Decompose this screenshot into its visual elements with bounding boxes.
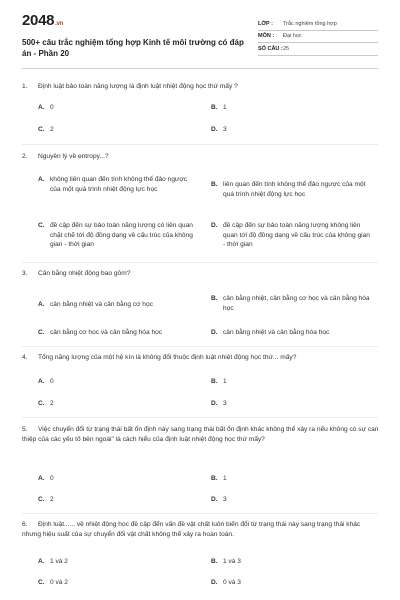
option-b[interactable]: B. 1 (211, 104, 227, 111)
option-d[interactable]: D. 3 (211, 496, 227, 503)
option-a[interactable]: A. không liên quan đến tính không thể đảo ngược của một quá trình nhiệt động lực học (38, 176, 188, 193)
logo-suffix: .vn (55, 21, 63, 27)
question-body: Việc chuyển đổi từ trạng thái bất ổn định này sang trạng thái bất ổn định khác không thể xảy ra nếu không có sự can thiệp của các yếu tố bên ngoài" là cách hiểu của định luật nhiệt động học thứ mấy? (22, 426, 379, 443)
option-b[interactable]: B. 1 và 3 (211, 558, 241, 565)
option-d[interactable]: D. cân bằng nhiệt và cân bằng hóa học (211, 329, 330, 336)
meta-row-subject (258, 31, 378, 44)
option-d[interactable]: D. 3 (211, 126, 227, 133)
meta-label: MÔN : (258, 33, 275, 39)
question-divider (22, 346, 378, 347)
option-c[interactable]: C. 2 (38, 126, 54, 133)
meta-row-class (258, 18, 378, 31)
question-body: Cân bằng nhiệt động bao gồm? (38, 270, 131, 277)
option-a[interactable]: A. 0 (38, 475, 54, 482)
meta-label: LỚP : (258, 20, 273, 27)
meta-table (258, 18, 378, 59)
question-number: 6. (22, 521, 28, 528)
option-c[interactable]: C. 0 và 2 (38, 579, 68, 586)
option-b[interactable]: B. 1 (211, 475, 227, 482)
option-c[interactable]: C. đề cập đến sự bảo toàn năng lượng có liên quan chặt chẽ tới độ đồng dạng về cấu trúc của không gian - thời gian (38, 222, 193, 248)
question-body: Định luật bảo toàn năng lượng là định luật nhiệt động học thứ mấy ? (38, 83, 238, 90)
option-a[interactable]: A. cân bằng nhiệt và cân bằng cơ học (38, 301, 153, 308)
question-number: 1. (22, 83, 28, 90)
question-text (22, 82, 380, 92)
question-text (22, 520, 380, 540)
document-header (22, 12, 378, 59)
logo-text: 2048 (22, 12, 55, 29)
question-number: 5. (22, 426, 28, 433)
option-a[interactable]: A. 0 (38, 104, 54, 111)
question-text (22, 425, 380, 445)
option-c[interactable]: C. cân bằng cơ học và cân bằng hóa học (38, 329, 163, 336)
question-divider (22, 144, 378, 145)
header-divider (22, 68, 378, 69)
option-c[interactable]: C. 2 (38, 496, 54, 503)
option-a[interactable]: A. 1 và 2 (38, 558, 68, 565)
option-d[interactable]: D. 0 và 3 (211, 579, 241, 586)
option-b[interactable]: B. 1 (211, 378, 227, 385)
question-number: 2. (22, 153, 28, 160)
site-logo[interactable] (22, 12, 250, 33)
question-body: Nguyên lý về entropy...? (38, 153, 109, 160)
option-c[interactable]: C. 2 (38, 400, 54, 407)
document-title: 500+ câu trắc nghiệm tổng hợp Kinh tế môi trường có đáp án - Phần 20 (22, 38, 244, 58)
question-divider (22, 513, 378, 514)
question-divider (22, 262, 378, 263)
option-b[interactable]: B. liên quan đến tính không thể đảo ngược của một quá trình nhiệt động lực học (211, 181, 366, 198)
meta-value: 25 (283, 45, 290, 52)
question-body: Tổng năng lượng của một hệ kín là không đổi thuộc định luật nhiệt động học thứ... mấy? (38, 354, 297, 361)
meta-row-count (258, 43, 378, 56)
question-text (22, 353, 380, 363)
meta-value: Trắc nghiệm tổng hợp (283, 20, 337, 27)
option-a[interactable]: A. 0 (38, 378, 54, 385)
question-body: Định luật...... về nhiệt động học đề cập đến vấn đề vật chất luôn biến đổi từ trạng thái này sang trạng thái khác nhưng hiệu suất của sự chuyển đổi vật chất không thể xảy ra hoàn toàn. (22, 521, 361, 538)
question-number: 4. (22, 354, 28, 361)
question-number: 3. (22, 270, 28, 277)
question-text (22, 269, 380, 279)
meta-value: Đại học (283, 33, 302, 39)
option-d[interactable]: D. 3 (211, 400, 227, 407)
question-text (22, 152, 380, 162)
meta-label: SỐ CÂU : (258, 45, 283, 52)
option-d[interactable]: D. đề cập đến sự bảo toàn năng lượng không liên quan tới độ đồng dạng về cấu trúc của không gian - thời gian (211, 222, 370, 248)
option-b[interactable]: B. cân bằng nhiệt, cân bằng cơ học và cân bằng hóa học (211, 295, 370, 312)
question-divider (22, 417, 378, 418)
